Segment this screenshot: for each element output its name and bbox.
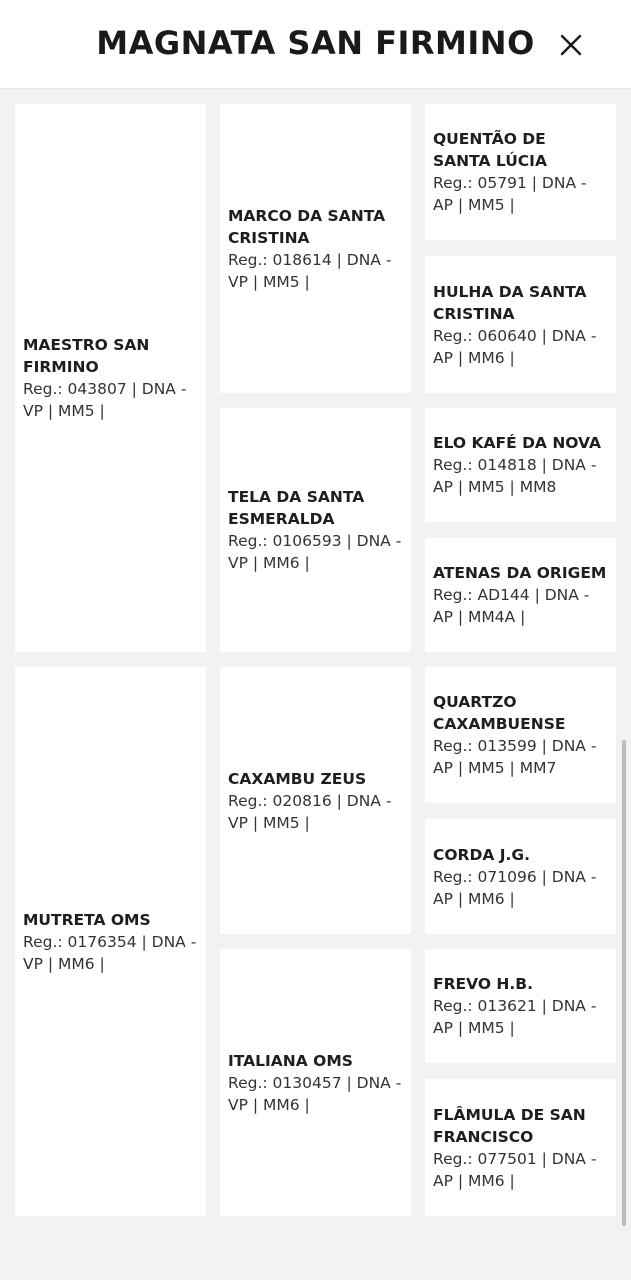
animal-name: ATENAS DA ORIGEM <box>433 564 607 582</box>
animal-name: CAXAMBU ZEUS <box>228 769 367 788</box>
animal-registration: Reg.: 0176354 | DNA - VP | MM6 | <box>23 932 197 973</box>
pedigree-card-great-grandparent-8[interactable] <box>425 1079 616 1216</box>
animal-registration: Reg.: 077501 | DNA - AP | MM6 | <box>433 1149 597 1190</box>
pedigree-card-parent-2[interactable] <box>15 667 206 1216</box>
animal-registration: Reg.: 0130457 | DNA - VP | MM6 | <box>228 1073 402 1114</box>
animal-name: HULHA DA SANTA CRISTINA <box>433 282 587 323</box>
animal-registration: Reg.: 013621 | DNA - AP | MM5 | <box>433 997 597 1037</box>
animal-registration: Reg.: 0106593 | DNA - VP | MM6 | <box>228 532 402 572</box>
animal-name: QUENTÃO DE SANTA LÚCIA <box>433 130 547 170</box>
pedigree-card-great-grandparent-4[interactable] <box>425 538 616 652</box>
pedigree-card-great-grandparent-3[interactable] <box>425 408 616 522</box>
animal-registration: Reg.: 013599 | DNA - AP | MM5 | MM7 <box>433 737 597 777</box>
pedigree-card-great-grandparent-1[interactable] <box>425 104 616 240</box>
pedigree-card-great-grandparent-5[interactable] <box>425 667 616 803</box>
animal-registration: Reg.: AD144 | DNA - AP | MM4A | <box>433 586 590 626</box>
animal-name: TELA DA SANTA ESMERALDA <box>228 488 365 528</box>
modal-header <box>0 0 631 89</box>
scrollbar-thumb[interactable] <box>622 740 626 1226</box>
animal-name: FLÂMULA DE SAN FRANCISCO <box>433 1105 586 1146</box>
animal-registration: Reg.: 060640 | DNA - AP | MM6 | <box>433 326 597 367</box>
animal-name: FREVO H.B. <box>433 975 533 993</box>
pedigree-card-grandparent-3[interactable] <box>220 667 411 934</box>
animal-registration: Reg.: 018614 | DNA - VP | MM5 | <box>228 250 392 291</box>
animal-registration: Reg.: 014818 | DNA - AP | MM5 | MM8 <box>433 456 597 496</box>
pedigree-card-great-grandparent-2[interactable] <box>425 256 616 393</box>
animal-name: ITALIANA OMS <box>228 1051 353 1070</box>
animal-name: MAESTRO SAN FIRMINO <box>23 336 150 376</box>
animal-name: ELO KAFÉ DA NOVA <box>433 434 601 452</box>
pedigree-card-parent-1[interactable] <box>15 104 206 652</box>
close-icon <box>556 30 586 60</box>
animal-registration: Reg.: 020816 | DNA - VP | MM5 | <box>228 791 392 832</box>
animal-registration: Reg.: 071096 | DNA - AP | MM6 | <box>433 867 597 908</box>
animal-name: CORDA J.G. <box>433 845 531 864</box>
animal-registration: Reg.: 05791 | DNA - AP | MM5 | <box>433 174 587 214</box>
close-button[interactable] <box>556 30 586 60</box>
pedigree-card-great-grandparent-7[interactable] <box>425 949 616 1063</box>
animal-registration: Reg.: 043807 | DNA - VP | MM5 | <box>23 380 187 420</box>
pedigree-card-grandparent-4[interactable] <box>220 949 411 1216</box>
animal-name: QUARTZO CAXAMBUENSE <box>433 693 566 733</box>
pedigree-card-great-grandparent-6[interactable] <box>425 819 616 934</box>
pedigree-card-grandparent-1[interactable] <box>220 104 411 393</box>
animal-name: MARCO DA SANTA CRISTINA <box>228 206 386 247</box>
pedigree-card-grandparent-2[interactable] <box>220 408 411 652</box>
page-title: MAGNATA SAN FIRMINO <box>96 24 535 62</box>
animal-name: MUTRETA OMS <box>23 910 151 929</box>
